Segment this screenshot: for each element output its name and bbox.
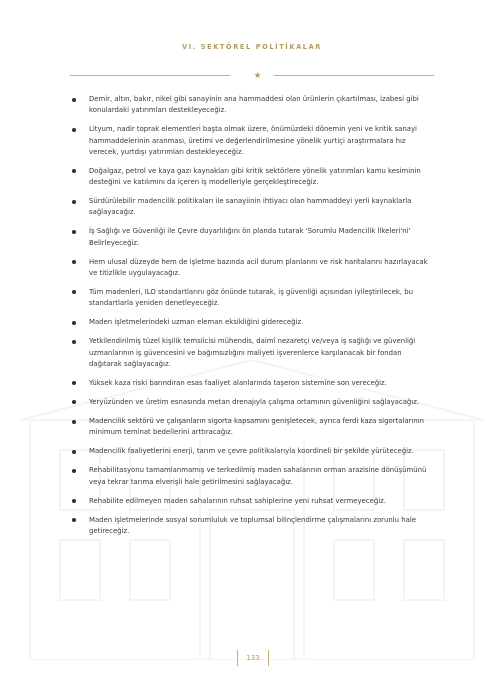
list-item-text: Rehabilite edilmeyen maden sahalarının ruhsat sahiplerine yeni ruhsat vermeyeceğiz. <box>89 496 386 505</box>
bullet-icon <box>72 128 76 132</box>
list-item-text: Yetkilendirilmiş tüzel kişilik temsilcisi mühendis, daimî nezaretçi ve/veya iş sağlığı ve güvenliği uzmanlarının iş güvencesini ve bağımsızlığını maliyeti işverenlerce karşılanacak bir fondan dağıtarak sağlayacağız. <box>89 337 416 368</box>
bullet-icon <box>72 381 76 385</box>
page-title: VI. SEKTÖREL POLİTİKALAR <box>182 43 322 51</box>
list-item-text: Sürdürülebilir madencilik politikaları ile sanayiinin ihtiyacı olan hammaddeyi yerli kaynaklarla sağlayacağız. <box>89 197 412 217</box>
bullet-icon <box>72 230 76 234</box>
list-item <box>72 446 432 457</box>
divider-line-left <box>70 75 230 76</box>
list-item <box>72 465 432 487</box>
bullet-icon <box>72 499 76 503</box>
list-item-text: Tüm madenleri, ILO standartlarını göz önünde tutarak, iş güvenliği açısından iyileştirilecek, bu standartlarla yeniden denetleyeceğiz. <box>89 287 413 308</box>
crescent-star-icon <box>240 66 264 84</box>
list-item-text: Demir, altın, bakır, nikel gibi sanayinin ana hammaddesi olan ürünlerin çıkartılması, izabesi gibi konulardaki yatırımları destekleyeceğiz. <box>89 95 419 115</box>
divider-line-right <box>274 75 434 76</box>
list-item-text: Yüksek kaza riski barındıran esas faaliyet alanlarında taşeron sistemine son vereceğiz. <box>89 378 387 387</box>
list-item-text: Madencilik sektörü ve çalışanların sigorta kapsamını genişletecek, ayrıca ferdi kaza sigortalarının minimum teminat bedellerini arttıracağız. <box>89 417 424 437</box>
list-item <box>72 257 432 279</box>
list-item-text: Doğalgaz, petrol ve kaya gazı kaynakları gibi kritik sektörlere yönelik yatırımları kamu kesiminin desteğini ve katılımını da içeren iş modelleriyle gerçekleştireceğiz. <box>89 166 421 186</box>
list-item <box>72 124 432 158</box>
list-item <box>72 515 432 537</box>
list-item <box>72 416 432 438</box>
list-item-text: Rehabilitasyonu tamamlanmamış ve terkedilmiş maden sahalarının orman arazisine dönüşümünü veya tekrar tarıma elverişli hale getirilmesini sağlayacağız. <box>89 466 427 486</box>
list-item-text: Hem ulusal düzeyde hem de işletme bazında acil durum planlarını ve risk haritalarını hazırlayacak ve titizlikle uygulayacağız. <box>89 257 428 277</box>
list-item <box>72 166 432 188</box>
bullet-icon <box>72 400 76 404</box>
bullet-icon <box>72 518 76 522</box>
header-divider <box>70 66 434 82</box>
list-item <box>72 317 432 328</box>
list-item-text: Yeryüzünden ve üretim esnasında metan drenajıyla çalışma ortamının güvenliğini sağlayacağız. <box>89 397 420 406</box>
bullet-icon <box>72 340 76 344</box>
list-item <box>72 378 432 389</box>
bullet-icon <box>72 469 76 473</box>
list-item <box>72 94 432 116</box>
list-item <box>72 196 432 218</box>
bullet-icon <box>72 290 76 294</box>
bullet-icon <box>72 169 76 173</box>
bullet-icon <box>72 98 76 102</box>
list-item-text: Lityum, nadir toprak elementleri başta olmak üzere, önümüzdeki dönemin yeni ve kritik sanayi hammaddelerinin aranması, üretimi ve değerlendirilmesine yönelik yurtiçi araştırmalara hız verecek, yurtdışı yatırımları destekleyeceğiz. <box>89 125 417 156</box>
bullet-icon <box>72 260 76 264</box>
list-item-text: Madencilik faaliyetlerini enerji, tarım ve çevre politikalarıyla koordineli bir şekilde yürüteceğiz. <box>89 447 414 456</box>
bullet-icon <box>72 450 76 454</box>
list-item <box>72 397 432 408</box>
list-item-text: Maden işletmelerinde sosyal sorumluluk ve toplumsal bilinçlendirme çalışmalarını zorunlu hale getireceğiz. <box>89 515 416 536</box>
list-item <box>72 496 432 507</box>
page-number: 133 <box>237 650 269 666</box>
list-item-text: İş Sağlığı ve Güvenliği ile Çevre duyarlılığını ön planda tutarak 'Sorumlu Madencilik İlkeleri'ni' Belirleyeceğiz. <box>89 227 411 247</box>
policy-bullet-list <box>72 94 432 545</box>
list-item <box>72 226 432 248</box>
list-item-text: Maden işletmelerindeki uzman eleman eksikliğini gidereceğiz. <box>89 318 304 327</box>
list-item <box>72 287 432 309</box>
bullet-icon <box>72 420 76 424</box>
list-item <box>72 336 432 370</box>
bullet-icon <box>72 200 76 204</box>
bullet-icon <box>72 321 76 325</box>
